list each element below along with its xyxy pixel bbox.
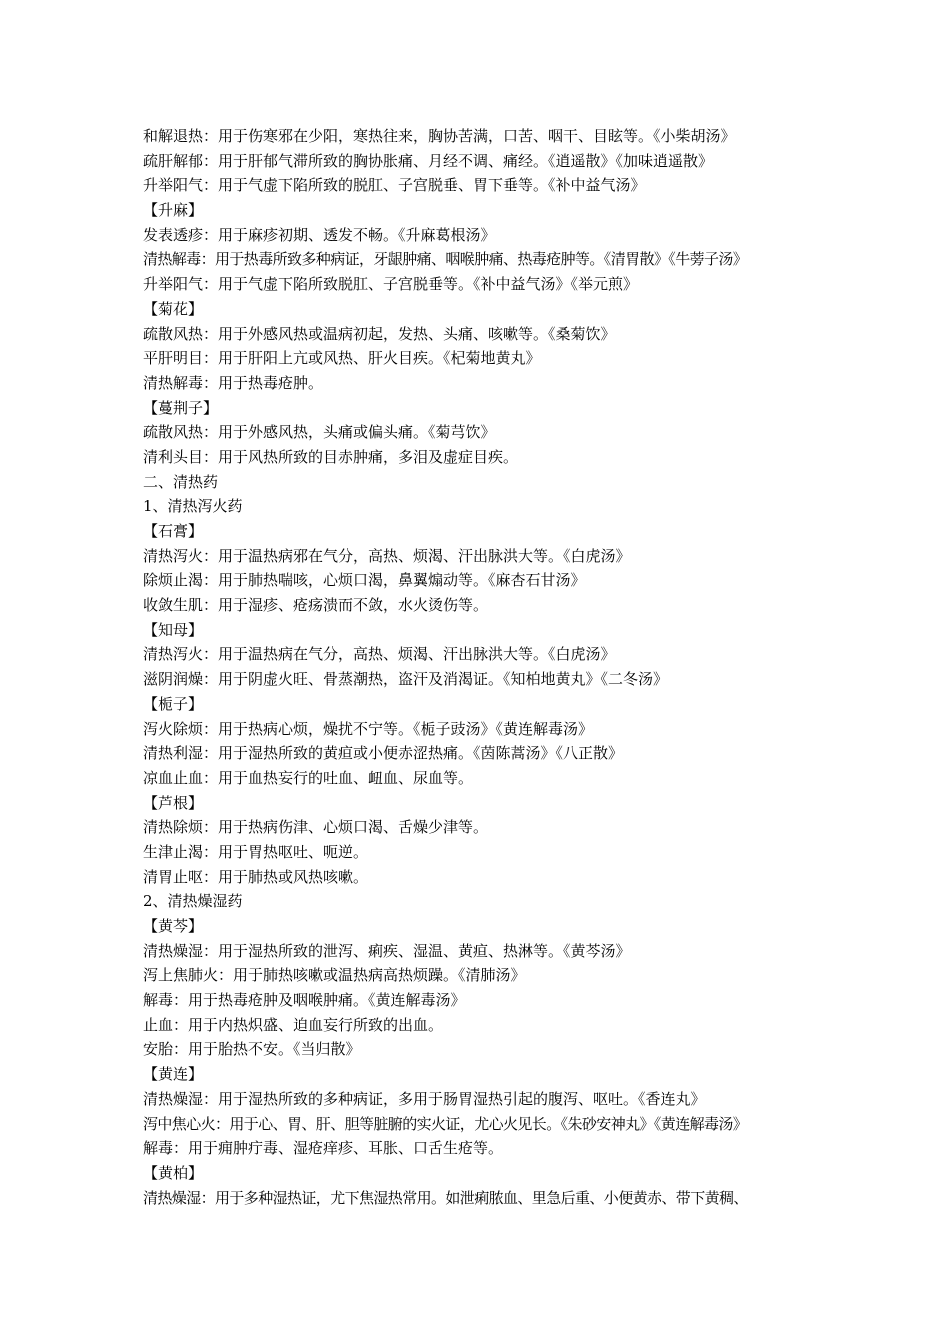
- text-line: 清热除烦：用于热病伤津、心烦口渴、舌燥少津等。: [143, 818, 489, 837]
- text-line: 清热解毒：用于热毒所致多种病证，牙龈肿痛、咽喉肿痛、热毒疮肿等。《清胃散》《牛蒡子汤》: [143, 250, 748, 269]
- herb-heading: 【芦根】: [143, 793, 204, 812]
- text-line: 止血：用于内热炽盛、迫血妄行所致的出血。: [143, 1015, 444, 1034]
- text-line: 清热燥湿：用于湿热所致的泄泻、痢疾、湿温、黄疸、热淋等。《黄芩汤》: [143, 941, 631, 960]
- text-line: 疏散风热：用于外感风热或温病初起，发热、头痛、咳嗽等。《桑菊饮》: [143, 324, 616, 343]
- text-line: 清热燥湿：用于多种湿热证，尤下焦湿热常用。如泄痢脓血、里急后重、小便黄赤、带下黄稠、: [143, 1188, 748, 1207]
- text-line: 清热燥湿：用于湿热所致的多种病证，多用于肠胃湿热引起的腹泻、呕吐。《香连丸》: [143, 1089, 706, 1108]
- herb-heading: 【升麻】: [143, 201, 204, 220]
- subsection-heading: 1、清热泻火药: [143, 497, 243, 516]
- text-line: 除烦止渴：用于肺热喘咳，心烦口渴，鼻翼煽动等。《麻杏石甘汤》: [143, 571, 586, 590]
- text-line: 泻中焦心火：用于心、胃、肝、胆等脏腑的实火证，尤心火见长。《朱砂安神丸》《黄连解毒汤》: [143, 1114, 748, 1133]
- herb-heading: 【黄芩】: [143, 917, 204, 935]
- text-line: 泻上焦肺火：用于肺热咳嗽或温热病高热烦躁。《清肺汤》: [143, 966, 526, 985]
- text-line: 清利头目：用于风热所致的目赤肿痛，多泪及虚症目疾。: [143, 447, 519, 466]
- text-line: 疏散风热：用于外感风热，头痛或偏头痛。《菊芎饮》: [143, 423, 496, 442]
- text-line: 收敛生肌：用于湿疹、疮疡溃而不敛，水火烫伤等。: [143, 596, 489, 615]
- herb-heading: 【石膏】: [143, 522, 204, 540]
- text-line: 疏肝解郁：用于肝郁气滞所致的胸协胀痛、月经不调、痛经。《逍遥散》《加味逍遥散》: [143, 151, 714, 170]
- herb-heading: 【知母】: [143, 620, 204, 639]
- herb-heading: 【栀子】: [143, 694, 204, 713]
- text-line: 升举阳气：用于气虚下陷所致的脱肛、子宫脱垂、胃下垂等。《补中益气汤》: [143, 176, 646, 195]
- text-line: 清热泻火：用于温热病在气分，高热、烦渴、汗出脉洪大等。《白虎汤》: [143, 645, 616, 664]
- herb-heading: 【蔓荆子】: [143, 398, 219, 417]
- document-page: [143, 124, 823, 1210]
- text-line: 升举阳气：用于气虚下陷所致脱肛、子宫脱垂等。《补中益气汤》《举元煎》: [143, 275, 639, 294]
- text-line: 解毒：用于痈肿疔毒、湿疮痒疹、耳胀、口舌生疮等。: [143, 1139, 504, 1158]
- text-line: 凉血止血：用于血热妄行的吐血、衄血、尿血等。: [143, 768, 474, 787]
- herb-heading: 【黄柏】: [143, 1163, 204, 1182]
- text-line: 和解退热：用于伤寒邪在少阳，寒热往来，胸协苦满，口苦、咽干、目眩等。《小柴胡汤》: [143, 127, 736, 145]
- text-line: 清热利湿：用于湿热所致的黄疸或小便赤涩热痛。《茵陈蒿汤》《八正散》: [143, 744, 624, 763]
- text-line: 生津止渴：用于胃热呕吐、呃逆。: [143, 842, 369, 861]
- text-line: 清胃止呕：用于肺热或风热咳嗽。: [143, 867, 369, 886]
- text-line: 泻火除烦：用于热病心烦，燥扰不宁等。《栀子豉汤》《黄连解毒汤》: [143, 719, 594, 738]
- text-line: 清热泻火：用于温热病邪在气分，高热、烦渴、汗出脉洪大等。《白虎汤》: [143, 546, 631, 565]
- text-line: 滋阴润燥：用于阴虚火旺、骨蒸潮热，盗汗及消渴证。《知柏地黄丸》《二冬汤》: [143, 670, 669, 689]
- herb-heading: 【黄连】: [143, 1065, 204, 1084]
- herb-heading: 【菊花】: [143, 299, 204, 318]
- text-line: 平肝明目：用于肝阳上亢或风热、肝火目疾。《杞菊地黄丸》: [143, 349, 541, 368]
- subsection-heading: 2、清热燥湿药: [143, 892, 243, 911]
- text-line: 解毒：用于热毒疮肿及咽喉肿痛。《黄连解毒汤》: [143, 991, 466, 1010]
- text-line: 安胎：用于胎热不安。《当归散》: [143, 1040, 361, 1059]
- text-line: 清热解毒：用于热毒疮肿。: [143, 373, 324, 392]
- text-line: 发表透疹：用于麻疹初期、透发不畅。《升麻葛根汤》: [143, 225, 496, 244]
- section-heading: 二、清热药: [143, 472, 219, 491]
